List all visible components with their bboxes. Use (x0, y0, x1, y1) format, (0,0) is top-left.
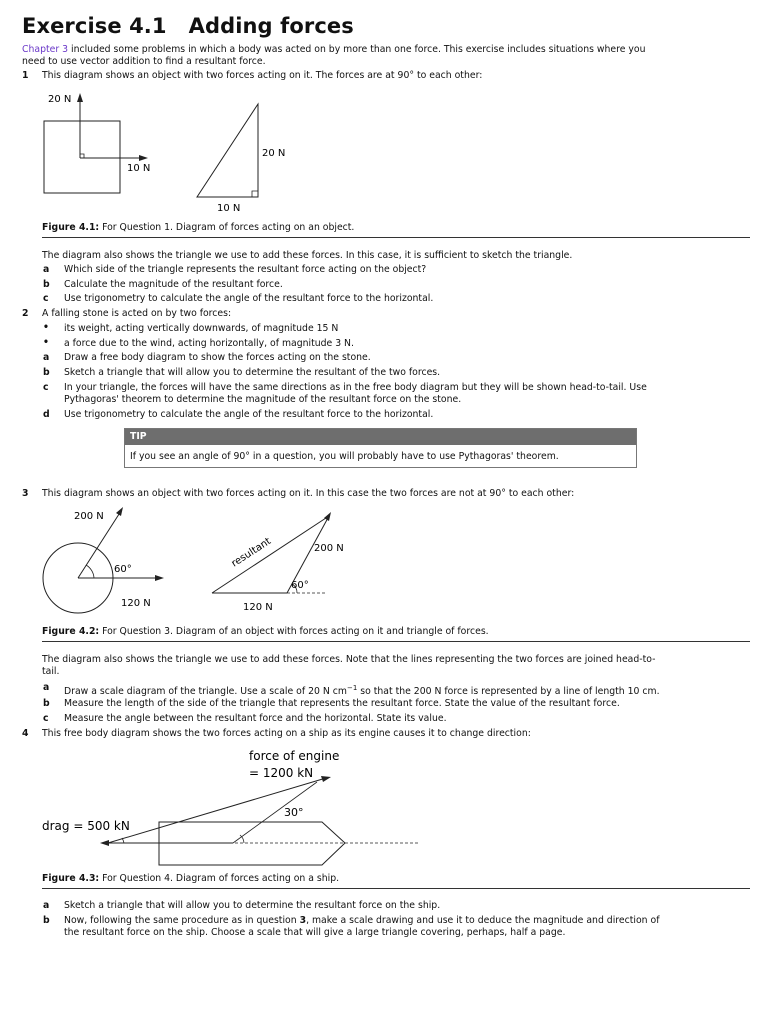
force-label-20n: 20 N (48, 94, 72, 105)
drag-arrowhead (100, 840, 109, 846)
question-number: 4 (22, 728, 29, 739)
question-text: This diagram shows an object with two forces acting on it. In this case the two forces are not at 90° to each other: (42, 488, 575, 499)
caption-divider (42, 888, 750, 889)
part-label: c (43, 293, 49, 304)
force-label-120n: 120 N (121, 598, 151, 609)
part-text: Now, following the same procedure as in question 3, make a scale drawing and use it to deduce the magnitude and direction of (64, 915, 660, 926)
part-text: Use trigonometry to calculate the angle of the resultant force to the horizontal. (64, 293, 434, 304)
intro-line-2: need to use vector addition to find a resultant force. (22, 56, 266, 67)
part-text: Pythagoras' theorem to determine the magnitude of the resultant force on the stone. (64, 394, 462, 405)
part-label: a (43, 264, 50, 275)
part-label: b (43, 698, 50, 709)
part-text: Measure the angle between the resultant force and the horizontal. State its value. (64, 713, 447, 724)
bullet-text: its weight, acting vertically downwards, of magnitude 15 N (64, 323, 339, 334)
part-text: Sketch a triangle that will allow you to determine the resultant force on the ship. (64, 900, 441, 911)
question-number: 2 (22, 308, 29, 319)
figure-caption: Figure 4.3: For Question 4. Diagram of forces acting on a ship. (42, 873, 340, 884)
part-label: a (43, 682, 50, 693)
question-number: 1 (22, 70, 29, 81)
resultant-label: resultant (229, 535, 274, 570)
part-label: a (43, 900, 50, 911)
tip-text: If you see an angle of 90° in a question, you will probably have to use Pythagoras' theorem. (130, 451, 559, 462)
question-text: This diagram shows an object with two forces acting on it. The forces are at 90° to each other: (42, 70, 483, 81)
triangle-label-10n: 10 N (217, 203, 241, 214)
part-label: b (43, 279, 50, 290)
part-label: c (43, 382, 49, 393)
part-text: In your triangle, the forces will have the same directions as in the free body diagram but they will be shown head-to-tail. Use (64, 382, 647, 393)
paragraph-line: tail. (42, 666, 60, 677)
figure-caption: Figure 4.1: For Question 1. Diagram of forces acting on an object. (42, 222, 355, 233)
triangle-label-200n: 200 N (314, 543, 344, 554)
tip-heading: TIP (130, 431, 147, 442)
figure-caption: Figure 4.2: For Question 3. Diagram of an object with forces acting on it and triangle of forces. (42, 626, 489, 637)
part-label: a (43, 352, 50, 363)
chapter-link[interactable]: Chapter 3 (22, 44, 69, 55)
part-label: c (43, 713, 49, 724)
paragraph-line: The diagram also shows the triangle we use to add these forces. Note that the lines representing the two forces are joined head-to- (42, 654, 656, 665)
bullet-icon: • (43, 337, 49, 348)
exercise-number: Exercise 4.1 (22, 14, 167, 38)
intro-line-1: Chapter 3 included some problems in which a body was acted on by more than one force. This exercise includes situations where you (22, 44, 646, 55)
part-label: b (43, 915, 50, 926)
exercise-name: Adding forces (188, 14, 354, 38)
engine-force-value: = 1200 kN (249, 766, 314, 780)
part-text: Calculate the magnitude of the resultant force. (64, 279, 283, 290)
triangle-angle-label: 60° (291, 580, 309, 591)
bullet-text: a force due to the wind, acting horizontally, of magnitude 3 N. (64, 338, 354, 349)
part-text: Use trigonometry to calculate the angle of the resultant force to the horizontal. (64, 409, 434, 420)
part-text: Measure the length of the side of the triangle that represents the resultant force. State the value of the resultant force. (64, 698, 620, 709)
triangle-label-20n: 20 N (262, 148, 286, 159)
part-text: Which side of the triangle represents the resultant force acting on the object? (64, 264, 427, 275)
angle-reference-line (233, 782, 317, 843)
part-label: d (43, 409, 50, 420)
part-label: b (43, 367, 50, 378)
drag-label: drag = 500 kN (42, 819, 130, 833)
part-text: Draw a free body diagram to show the forces acting on the stone. (64, 352, 371, 363)
part-text: Sketch a triangle that will allow you to determine the resultant of the two forces. (64, 367, 441, 378)
angle-label: 60° (114, 564, 132, 575)
bullet-icon: • (43, 322, 49, 333)
ship-angle-label: 30° (284, 806, 304, 819)
engine-force-label: force of engine (249, 749, 340, 763)
part-text: Draw a scale diagram of the triangle. Use a scale of 20 N $cm^{-1}$ so that the 200 N force is represented by a line of length 10 cm. (64, 684, 660, 698)
question-text: A falling stone is acted on by two forces: (42, 308, 232, 319)
force-label-200n: 200 N (74, 511, 104, 522)
question-number: 3 (22, 488, 29, 499)
triangle-label-120n: 120 N (243, 602, 273, 613)
part-text: the resultant force on the ship. Choose a scale that will give a large triangle covering, perhaps, half a page. (64, 927, 566, 938)
paragraph: The diagram also shows the triangle we use to add these forces. In this case, it is sufficient to sketch the triangle. (42, 250, 573, 261)
force-label-10n: 10 N (127, 163, 151, 174)
engine-arrowhead (321, 776, 331, 782)
question-text: This free body diagram shows the two forces acting on a ship as its engine causes it to change direction: (42, 728, 531, 739)
